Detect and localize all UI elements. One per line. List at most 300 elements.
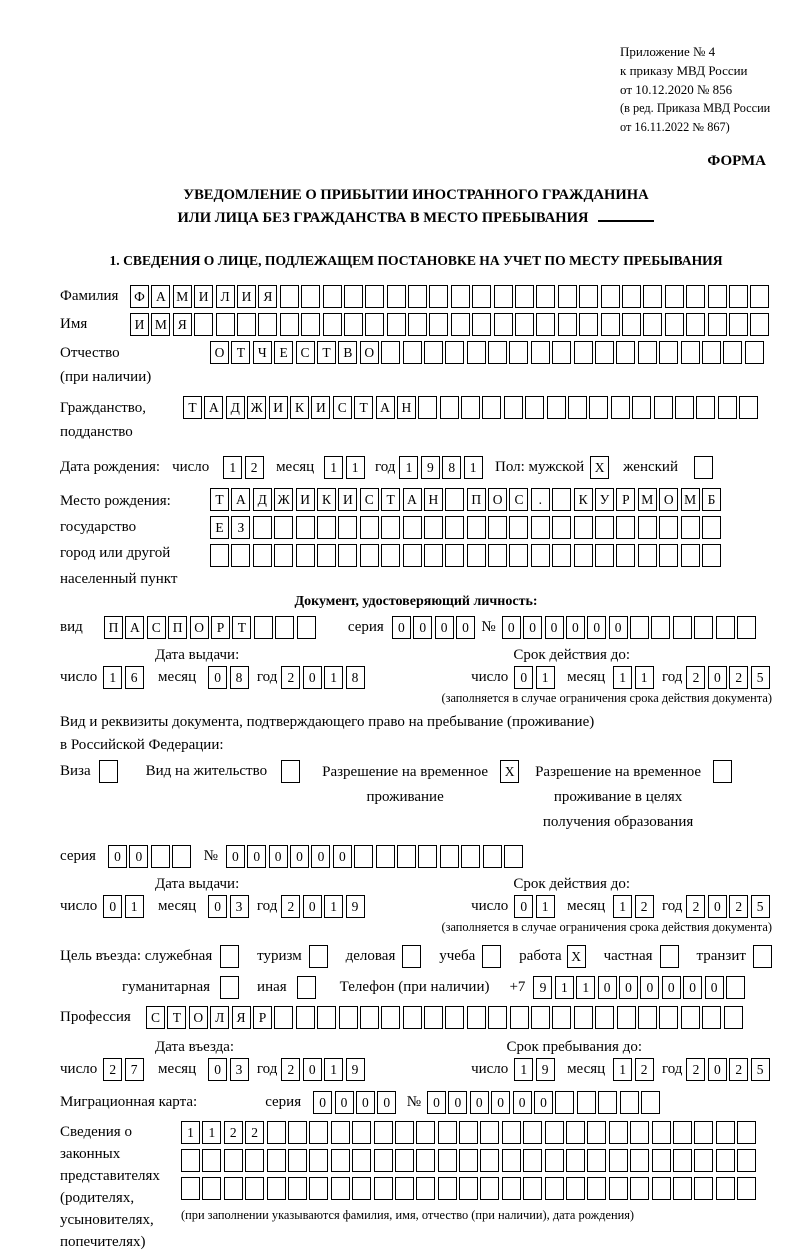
char-cell[interactable]: П xyxy=(467,488,486,511)
char-cell[interactable] xyxy=(643,313,662,336)
char-cell[interactable] xyxy=(545,1121,564,1144)
char-cell[interactable] xyxy=(509,544,528,567)
char-cell[interactable] xyxy=(531,516,550,539)
char-cell[interactable] xyxy=(510,1006,529,1029)
char-cell[interactable] xyxy=(652,1121,671,1144)
char-cell[interactable] xyxy=(403,516,422,539)
char-cell[interactable] xyxy=(288,1121,307,1144)
char-cell[interactable] xyxy=(737,1177,756,1200)
char-cell[interactable]: А xyxy=(376,396,395,419)
char-cell[interactable]: 0 xyxy=(303,1058,322,1081)
char-cell[interactable] xyxy=(231,544,250,567)
char-cell[interactable]: 1 xyxy=(202,1121,221,1144)
char-cell[interactable] xyxy=(151,845,170,868)
char-cell[interactable] xyxy=(729,285,748,308)
char-cell[interactable] xyxy=(504,396,523,419)
purpose-official-checkbox[interactable] xyxy=(220,945,239,968)
sex-male-checkbox[interactable]: X xyxy=(590,456,609,479)
char-cell[interactable] xyxy=(274,516,293,539)
char-cell[interactable] xyxy=(523,1121,542,1144)
char-cell[interactable] xyxy=(440,845,459,868)
char-cell[interactable] xyxy=(488,1006,507,1029)
char-cell[interactable] xyxy=(224,1149,243,1172)
char-cell[interactable] xyxy=(488,516,507,539)
char-cell[interactable] xyxy=(267,1121,286,1144)
char-cell[interactable]: 0 xyxy=(514,895,533,918)
char-cell[interactable] xyxy=(595,1006,614,1029)
char-cell[interactable] xyxy=(694,616,713,639)
char-cell[interactable] xyxy=(555,1091,574,1114)
char-cell[interactable]: Ф xyxy=(130,285,149,308)
char-cell[interactable]: 0 xyxy=(708,895,727,918)
char-cell[interactable] xyxy=(309,1121,328,1144)
char-cell[interactable] xyxy=(323,313,342,336)
char-cell[interactable] xyxy=(331,1149,350,1172)
char-cell[interactable] xyxy=(750,313,769,336)
char-cell[interactable]: Т xyxy=(354,396,373,419)
char-cell[interactable]: О xyxy=(190,616,209,639)
char-cell[interactable] xyxy=(654,396,673,419)
char-cell[interactable] xyxy=(254,616,273,639)
char-cell[interactable]: 1 xyxy=(324,456,343,479)
char-cell[interactable] xyxy=(494,285,513,308)
char-cell[interactable]: 0 xyxy=(356,1091,375,1114)
char-cell[interactable]: С xyxy=(296,341,315,364)
char-cell[interactable]: 2 xyxy=(686,1058,705,1081)
char-cell[interactable] xyxy=(317,1006,336,1029)
char-cell[interactable] xyxy=(429,285,448,308)
char-cell[interactable] xyxy=(665,285,684,308)
char-cell[interactable] xyxy=(552,516,571,539)
char-cell[interactable] xyxy=(360,516,379,539)
char-cell[interactable]: 8 xyxy=(442,456,461,479)
char-cell[interactable] xyxy=(673,616,692,639)
char-cell[interactable]: 8 xyxy=(230,666,249,689)
char-cell[interactable] xyxy=(424,341,443,364)
char-cell[interactable]: М xyxy=(151,313,170,336)
char-cell[interactable]: 5 xyxy=(751,895,770,918)
char-cell[interactable] xyxy=(387,313,406,336)
char-cell[interactable] xyxy=(694,1149,713,1172)
char-cell[interactable]: Т xyxy=(183,396,202,419)
char-cell[interactable] xyxy=(566,1177,585,1200)
char-cell[interactable]: 0 xyxy=(208,666,227,689)
char-cell[interactable] xyxy=(616,341,635,364)
char-cell[interactable]: 1 xyxy=(223,456,242,479)
char-cell[interactable]: М xyxy=(681,488,700,511)
char-cell[interactable]: 0 xyxy=(470,1091,489,1114)
char-cell[interactable] xyxy=(488,341,507,364)
char-cell[interactable] xyxy=(702,341,721,364)
char-cell[interactable]: 1 xyxy=(536,666,555,689)
char-cell[interactable] xyxy=(344,285,363,308)
char-cell[interactable]: 9 xyxy=(346,895,365,918)
char-cell[interactable] xyxy=(467,516,486,539)
char-cell[interactable] xyxy=(309,1177,328,1200)
char-cell[interactable]: 0 xyxy=(566,616,585,639)
char-cell[interactable] xyxy=(681,341,700,364)
char-cell[interactable]: 2 xyxy=(635,895,654,918)
char-cell[interactable] xyxy=(509,341,528,364)
char-cell[interactable]: З xyxy=(231,516,250,539)
temp-residence-edu-checkbox[interactable] xyxy=(713,760,732,783)
char-cell[interactable] xyxy=(523,1149,542,1172)
char-cell[interactable] xyxy=(552,341,571,364)
char-cell[interactable] xyxy=(708,285,727,308)
char-cell[interactable]: Т xyxy=(210,488,229,511)
char-cell[interactable]: 3 xyxy=(230,895,249,918)
char-cell[interactable] xyxy=(202,1177,221,1200)
char-cell[interactable] xyxy=(616,544,635,567)
char-cell[interactable] xyxy=(651,616,670,639)
char-cell[interactable] xyxy=(622,313,641,336)
char-cell[interactable] xyxy=(494,313,513,336)
char-cell[interactable]: О xyxy=(488,488,507,511)
char-cell[interactable] xyxy=(574,544,593,567)
char-cell[interactable] xyxy=(360,1006,379,1029)
char-cell[interactable] xyxy=(424,1006,443,1029)
char-cell[interactable] xyxy=(280,313,299,336)
char-cell[interactable]: 0 xyxy=(311,845,330,868)
char-cell[interactable]: 1 xyxy=(635,666,654,689)
char-cell[interactable]: К xyxy=(574,488,593,511)
char-cell[interactable]: 9 xyxy=(533,976,552,999)
char-cell[interactable]: 1 xyxy=(555,976,574,999)
char-cell[interactable] xyxy=(686,313,705,336)
char-cell[interactable] xyxy=(616,516,635,539)
visa-checkbox[interactable] xyxy=(99,760,118,783)
char-cell[interactable]: О xyxy=(659,488,678,511)
char-cell[interactable] xyxy=(237,313,256,336)
char-cell[interactable]: 0 xyxy=(247,845,266,868)
char-cell[interactable] xyxy=(395,1177,414,1200)
char-cell[interactable] xyxy=(739,396,758,419)
char-cell[interactable] xyxy=(374,1121,393,1144)
char-cell[interactable] xyxy=(181,1177,200,1200)
char-cell[interactable] xyxy=(673,1149,692,1172)
char-cell[interactable] xyxy=(716,616,735,639)
purpose-tourism-checkbox[interactable] xyxy=(309,945,328,968)
char-cell[interactable] xyxy=(296,1006,315,1029)
char-cell[interactable] xyxy=(675,396,694,419)
char-cell[interactable] xyxy=(397,845,416,868)
char-cell[interactable]: 2 xyxy=(224,1121,243,1144)
char-cell[interactable]: 0 xyxy=(598,976,617,999)
char-cell[interactable] xyxy=(723,341,742,364)
char-cell[interactable]: Ж xyxy=(247,396,266,419)
char-cell[interactable] xyxy=(737,1121,756,1144)
char-cell[interactable] xyxy=(587,1149,606,1172)
char-cell[interactable]: 0 xyxy=(208,895,227,918)
char-cell[interactable] xyxy=(515,285,534,308)
char-cell[interactable] xyxy=(587,1177,606,1200)
char-cell[interactable]: О xyxy=(360,341,379,364)
char-cell[interactable]: 0 xyxy=(290,845,309,868)
char-cell[interactable]: 2 xyxy=(103,1058,122,1081)
char-cell[interactable]: 1 xyxy=(576,976,595,999)
char-cell[interactable] xyxy=(652,1177,671,1200)
char-cell[interactable] xyxy=(245,1177,264,1200)
char-cell[interactable]: М xyxy=(638,488,657,511)
char-cell[interactable] xyxy=(632,396,651,419)
char-cell[interactable]: Н xyxy=(424,488,443,511)
char-cell[interactable] xyxy=(643,285,662,308)
char-cell[interactable] xyxy=(502,1177,521,1200)
char-cell[interactable] xyxy=(323,285,342,308)
char-cell[interactable] xyxy=(630,1149,649,1172)
char-cell[interactable]: Б xyxy=(702,488,721,511)
char-cell[interactable] xyxy=(297,616,316,639)
char-cell[interactable]: О xyxy=(210,341,229,364)
char-cell[interactable]: 0 xyxy=(427,1091,446,1114)
char-cell[interactable] xyxy=(467,544,486,567)
char-cell[interactable]: А xyxy=(125,616,144,639)
char-cell[interactable] xyxy=(429,313,448,336)
char-cell[interactable] xyxy=(445,516,464,539)
char-cell[interactable] xyxy=(301,285,320,308)
char-cell[interactable] xyxy=(566,1121,585,1144)
char-cell[interactable] xyxy=(673,1177,692,1200)
char-cell[interactable] xyxy=(638,544,657,567)
char-cell[interactable]: 9 xyxy=(536,1058,555,1081)
char-cell[interactable] xyxy=(472,313,491,336)
char-cell[interactable] xyxy=(641,1091,660,1114)
char-cell[interactable] xyxy=(418,845,437,868)
char-cell[interactable] xyxy=(502,1149,521,1172)
char-cell[interactable]: Т xyxy=(167,1006,186,1029)
char-cell[interactable] xyxy=(459,1177,478,1200)
char-cell[interactable] xyxy=(702,544,721,567)
char-cell[interactable] xyxy=(702,516,721,539)
char-cell[interactable]: 0 xyxy=(545,616,564,639)
char-cell[interactable] xyxy=(574,1006,593,1029)
char-cell[interactable]: Л xyxy=(210,1006,229,1029)
char-cell[interactable] xyxy=(451,313,470,336)
char-cell[interactable]: И xyxy=(194,285,213,308)
char-cell[interactable] xyxy=(438,1149,457,1172)
char-cell[interactable]: М xyxy=(173,285,192,308)
char-cell[interactable] xyxy=(502,1121,521,1144)
char-cell[interactable]: К xyxy=(290,396,309,419)
char-cell[interactable]: 0 xyxy=(377,1091,396,1114)
char-cell[interactable] xyxy=(480,1121,499,1144)
char-cell[interactable]: В xyxy=(338,341,357,364)
char-cell[interactable] xyxy=(365,285,384,308)
char-cell[interactable]: 0 xyxy=(108,845,127,868)
char-cell[interactable] xyxy=(611,396,630,419)
char-cell[interactable] xyxy=(724,1006,743,1029)
char-cell[interactable] xyxy=(552,1006,571,1029)
char-cell[interactable]: Я xyxy=(173,313,192,336)
char-cell[interactable] xyxy=(686,285,705,308)
char-cell[interactable]: 0 xyxy=(491,1091,510,1114)
char-cell[interactable]: 0 xyxy=(103,895,122,918)
char-cell[interactable] xyxy=(245,1149,264,1172)
char-cell[interactable] xyxy=(445,1006,464,1029)
char-cell[interactable] xyxy=(482,396,501,419)
char-cell[interactable] xyxy=(681,544,700,567)
char-cell[interactable]: 1 xyxy=(181,1121,200,1144)
char-cell[interactable]: Н xyxy=(397,396,416,419)
char-cell[interactable]: 9 xyxy=(346,1058,365,1081)
char-cell[interactable] xyxy=(274,544,293,567)
char-cell[interactable]: И xyxy=(338,488,357,511)
char-cell[interactable]: 5 xyxy=(751,666,770,689)
char-cell[interactable] xyxy=(381,341,400,364)
char-cell[interactable] xyxy=(275,616,294,639)
char-cell[interactable] xyxy=(595,341,614,364)
char-cell[interactable] xyxy=(360,544,379,567)
char-cell[interactable] xyxy=(408,285,427,308)
char-cell[interactable]: С xyxy=(509,488,528,511)
char-cell[interactable]: С xyxy=(146,1006,165,1029)
char-cell[interactable] xyxy=(374,1177,393,1200)
purpose-transit-checkbox[interactable] xyxy=(753,945,772,968)
char-cell[interactable] xyxy=(737,1149,756,1172)
char-cell[interactable] xyxy=(523,1177,542,1200)
char-cell[interactable]: 1 xyxy=(613,666,632,689)
char-cell[interactable] xyxy=(547,396,566,419)
char-cell[interactable]: 1 xyxy=(613,895,632,918)
char-cell[interactable]: 1 xyxy=(536,895,555,918)
char-cell[interactable]: 0 xyxy=(456,616,475,639)
char-cell[interactable]: 0 xyxy=(708,666,727,689)
char-cell[interactable]: 0 xyxy=(435,616,454,639)
char-cell[interactable]: 2 xyxy=(635,1058,654,1081)
char-cell[interactable]: 1 xyxy=(346,456,365,479)
char-cell[interactable] xyxy=(258,313,277,336)
char-cell[interactable] xyxy=(172,845,191,868)
char-cell[interactable]: А xyxy=(403,488,422,511)
char-cell[interactable]: И xyxy=(130,313,149,336)
char-cell[interactable] xyxy=(224,1177,243,1200)
char-cell[interactable]: 8 xyxy=(346,666,365,689)
char-cell[interactable] xyxy=(267,1177,286,1200)
char-cell[interactable] xyxy=(267,1149,286,1172)
char-cell[interactable] xyxy=(488,544,507,567)
char-cell[interactable] xyxy=(595,516,614,539)
char-cell[interactable] xyxy=(558,285,577,308)
char-cell[interactable] xyxy=(579,313,598,336)
char-cell[interactable] xyxy=(376,845,395,868)
char-cell[interactable] xyxy=(726,976,745,999)
char-cell[interactable]: 2 xyxy=(686,895,705,918)
purpose-private-checkbox[interactable] xyxy=(660,945,679,968)
char-cell[interactable] xyxy=(181,1149,200,1172)
char-cell[interactable] xyxy=(750,285,769,308)
char-cell[interactable] xyxy=(515,313,534,336)
char-cell[interactable] xyxy=(601,285,620,308)
char-cell[interactable]: 0 xyxy=(705,976,724,999)
char-cell[interactable] xyxy=(504,845,523,868)
char-cell[interactable] xyxy=(467,1006,486,1029)
char-cell[interactable] xyxy=(309,1149,328,1172)
char-cell[interactable] xyxy=(352,1177,371,1200)
char-cell[interactable] xyxy=(288,1177,307,1200)
char-cell[interactable] xyxy=(525,396,544,419)
char-cell[interactable]: Д xyxy=(226,396,245,419)
char-cell[interactable] xyxy=(418,396,437,419)
temp-residence-checkbox[interactable]: X xyxy=(500,760,519,783)
char-cell[interactable] xyxy=(274,1006,293,1029)
char-cell[interactable]: 0 xyxy=(269,845,288,868)
char-cell[interactable] xyxy=(440,396,459,419)
char-cell[interactable]: Р xyxy=(616,488,635,511)
char-cell[interactable] xyxy=(280,285,299,308)
char-cell[interactable] xyxy=(609,1177,628,1200)
char-cell[interactable] xyxy=(472,285,491,308)
char-cell[interactable] xyxy=(301,313,320,336)
char-cell[interactable] xyxy=(536,285,555,308)
char-cell[interactable]: 0 xyxy=(683,976,702,999)
char-cell[interactable] xyxy=(416,1149,435,1172)
char-cell[interactable] xyxy=(317,516,336,539)
char-cell[interactable] xyxy=(566,1149,585,1172)
char-cell[interactable]: 0 xyxy=(303,895,322,918)
char-cell[interactable] xyxy=(403,1006,422,1029)
char-cell[interactable] xyxy=(480,1149,499,1172)
char-cell[interactable] xyxy=(716,1149,735,1172)
char-cell[interactable] xyxy=(659,1006,678,1029)
char-cell[interactable] xyxy=(579,285,598,308)
char-cell[interactable]: 0 xyxy=(208,1058,227,1081)
char-cell[interactable]: С xyxy=(360,488,379,511)
char-cell[interactable] xyxy=(681,516,700,539)
char-cell[interactable] xyxy=(480,1177,499,1200)
char-cell[interactable]: 1 xyxy=(324,895,343,918)
char-cell[interactable]: 0 xyxy=(534,1091,553,1114)
char-cell[interactable] xyxy=(552,544,571,567)
char-cell[interactable] xyxy=(536,313,555,336)
char-cell[interactable] xyxy=(461,396,480,419)
purpose-business-checkbox[interactable] xyxy=(402,945,421,968)
char-cell[interactable]: 0 xyxy=(502,616,521,639)
char-cell[interactable] xyxy=(253,544,272,567)
char-cell[interactable] xyxy=(467,341,486,364)
char-cell[interactable]: 0 xyxy=(514,666,533,689)
char-cell[interactable] xyxy=(352,1121,371,1144)
char-cell[interactable] xyxy=(339,1006,358,1029)
char-cell[interactable] xyxy=(558,313,577,336)
char-cell[interactable] xyxy=(694,1177,713,1200)
char-cell[interactable]: 2 xyxy=(729,666,748,689)
char-cell[interactable] xyxy=(718,396,737,419)
char-cell[interactable] xyxy=(202,1149,221,1172)
char-cell[interactable] xyxy=(659,544,678,567)
char-cell[interactable]: О xyxy=(189,1006,208,1029)
char-cell[interactable]: А xyxy=(151,285,170,308)
char-cell[interactable]: 0 xyxy=(313,1091,332,1114)
char-cell[interactable]: Ч xyxy=(253,341,272,364)
char-cell[interactable] xyxy=(598,1091,617,1114)
char-cell[interactable] xyxy=(395,1149,414,1172)
char-cell[interactable]: 6 xyxy=(125,666,144,689)
char-cell[interactable]: Я xyxy=(258,285,277,308)
char-cell[interactable]: 2 xyxy=(281,666,300,689)
char-cell[interactable]: 1 xyxy=(324,666,343,689)
char-cell[interactable] xyxy=(652,1149,671,1172)
char-cell[interactable] xyxy=(531,1006,550,1029)
char-cell[interactable]: 2 xyxy=(729,1058,748,1081)
char-cell[interactable]: 3 xyxy=(230,1058,249,1081)
char-cell[interactable] xyxy=(531,341,550,364)
char-cell[interactable]: Т xyxy=(381,488,400,511)
char-cell[interactable] xyxy=(531,544,550,567)
char-cell[interactable]: 0 xyxy=(523,616,542,639)
char-cell[interactable]: . xyxy=(531,488,550,511)
char-cell[interactable]: И xyxy=(269,396,288,419)
char-cell[interactable]: Я xyxy=(232,1006,251,1029)
